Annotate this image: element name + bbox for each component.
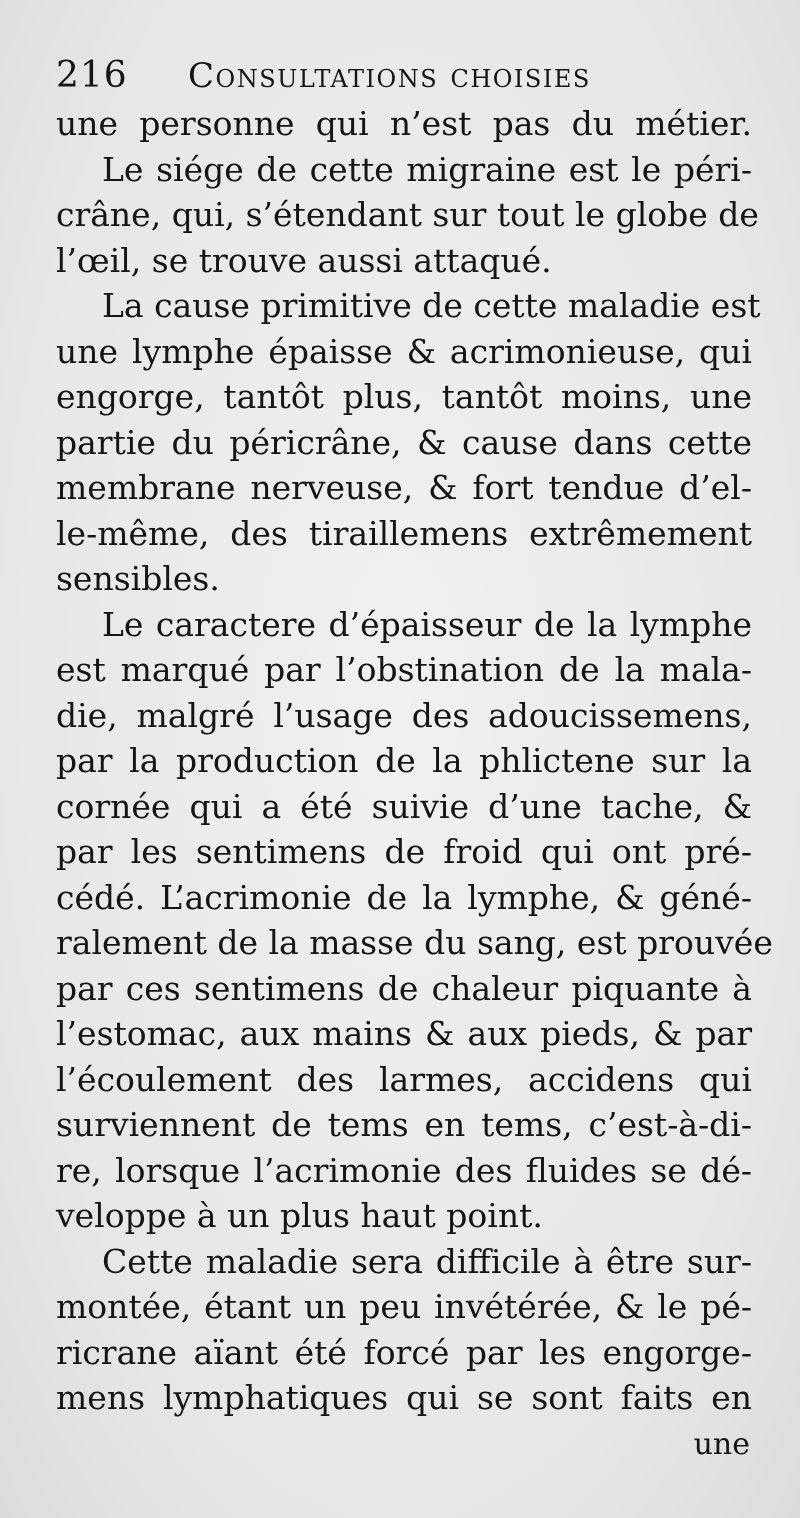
text-line: surviennent de tems en tems, c’est-à-di-: [56, 1105, 752, 1144]
text-line: La cause primitive de cette maladie est: [102, 286, 761, 325]
body-text: [56, 101, 773, 1421]
text-line: engorge, tantôt plus, tantôt moins, une: [56, 377, 752, 416]
text-line: Le siége de cette migraine est le péri-: [102, 149, 752, 189]
text-line: membrane nerveuse, & fort tendue d’el-: [56, 468, 752, 507]
text-line: l’estomac, aux mains & aux pieds, & par: [56, 1014, 752, 1053]
text-line: veloppe à un plus haut point.: [56, 1196, 543, 1235]
text-line: Le caractere d’épaisseur de la lymphe: [102, 604, 752, 644]
text-line: mens lymphatiques qui se sont faits en: [56, 1378, 752, 1417]
text-line: crâne, qui, s’étendant sur tout le globe de: [56, 195, 759, 234]
text-line: cédé. L’acrimonie de la lymphe, & géné-: [56, 877, 752, 917]
text-line: montée, étant un peu invétérée, & le pé-: [56, 1287, 752, 1326]
text-line: partie du péricrâne, & cause dans cette: [56, 422, 752, 462]
text-line: une lymphe épaisse & acrimonieuse, qui: [56, 331, 752, 371]
text-line: par les sentimens de froid qui ont pré-: [56, 832, 752, 871]
catchword: une: [693, 1427, 750, 1462]
text-line: l’écoulement des larmes, accidens qui: [56, 1059, 752, 1099]
text-line: sensibles.: [56, 559, 220, 598]
text-line: par ces sentimens de chaleur piquante à: [56, 968, 752, 1008]
text-line: une personne qui n’est pas du métier.: [56, 104, 752, 143]
running-title: Consultations choisies: [188, 56, 591, 96]
text-line: ricrane aïant été forcé par les engorge-: [56, 1332, 752, 1372]
text-line: cornée qui a été suivie d’une tache, &: [56, 786, 752, 826]
text-line: est marqué par l’obstination de la mala-: [56, 650, 752, 689]
text-line: le-même, des tiraillemens extrêmement: [56, 513, 752, 553]
text-line: ralement de la masse du sang, est prouvée: [56, 923, 773, 962]
text-line: Cette maladie sera difficile à être sur-: [102, 1241, 752, 1281]
text-line: par la production de la phlictene sur la: [56, 741, 752, 780]
text-line: l’œil, se trouve aussi attaqué.: [56, 240, 552, 280]
page-header: [56, 48, 756, 104]
page-number: 216: [56, 55, 128, 96]
text-line: die, malgré l’usage des adoucissemens,: [56, 695, 752, 735]
text-line: re, lorsque l’acrimonie des fluides se dé-: [56, 1150, 752, 1190]
